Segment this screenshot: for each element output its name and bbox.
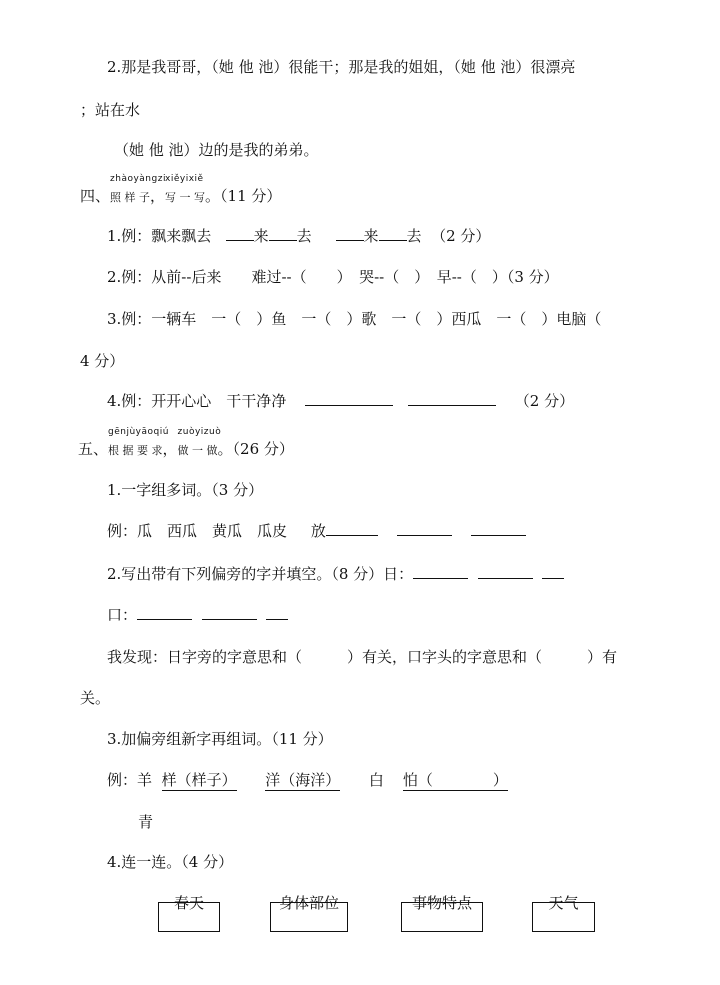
q5-sub-2-kou-blank-3[interactable]: [266, 605, 288, 620]
q5-sub-1-blank-3[interactable]: [471, 521, 526, 536]
section-4-number: 四、: [80, 187, 111, 205]
match-box-4[interactable]: [532, 894, 595, 932]
q5-sub-2-title: [107, 564, 564, 584]
match-box-3[interactable]: [401, 894, 483, 932]
q4-item-4-score: （2 分）: [514, 392, 575, 410]
q3-line-2c: （她 他 池）边的是我的弟弟。: [114, 141, 319, 159]
q4-item-3a: 3.例：一辆车 一（ ）鱼 一（ ）歌 一（ ）西瓜 一（ ）电脑（: [107, 310, 602, 328]
q4-item-1-example: 1.例：飘来飘去: [107, 227, 212, 245]
q5-sub-2-kou: [107, 605, 288, 625]
section-5-sep: ，: [162, 440, 178, 458]
q4-item-4-example: 4.例：开开心心 干干净净: [107, 392, 287, 410]
match-box-4-label: 天气: [548, 894, 579, 912]
q4-item-1-lai-2: 来: [363, 227, 379, 245]
section-5-chars-2: 做 一 做: [177, 444, 218, 457]
match-box-2[interactable]: [270, 894, 348, 932]
q5-sub-1-fang: 放: [310, 522, 326, 540]
section-4-chars-1: 照 样 子: [110, 191, 151, 204]
q5-sub-2-kou-label: 口：: [107, 606, 138, 624]
q4-item-1: [107, 226, 490, 246]
q5-sub-2-kou-blank-1[interactable]: [137, 605, 192, 620]
q4-item-1-score: （2 分）: [431, 227, 491, 245]
q4-item-4-blank-1[interactable]: [305, 391, 393, 406]
section-5-ruby-2: [177, 427, 222, 458]
q5-sub-1-example-text: 例：瓜 西瓜 黄瓜 瓜皮: [107, 522, 288, 540]
q4-item-3b: 4 分）: [80, 352, 125, 370]
section-4-tail: 。（11 分）: [205, 187, 282, 205]
q5-sub-3-title: 3.加偏旁组新字再组词。（11 分）: [107, 730, 333, 748]
q4-item-2: 2.例：从前--后来 难过--（ ） 哭--（ ） 早--（ ）（3 分）: [107, 268, 559, 286]
q5-sub-2-ri-blank-3[interactable]: [542, 564, 564, 579]
q4-item-1-lai: 来: [253, 227, 269, 245]
q5-sub-3-qing: 青: [138, 813, 154, 831]
q5-sub-2-kou-blank-2[interactable]: [202, 605, 257, 620]
section-5-heading: [78, 427, 294, 459]
q5-sub-3-word-2: 洋（海洋）: [265, 771, 341, 789]
q5-sub-3-pa: 怕（ ）: [402, 771, 508, 789]
section-4-chars-2: 写 一 写: [165, 191, 206, 204]
q5-sub-1-blank-2[interactable]: [397, 521, 452, 536]
section-5-ruby-1: [108, 427, 169, 458]
section-5-number: 五、: [78, 440, 109, 458]
q4-item-1-qu: 去: [296, 227, 312, 245]
q5-sub-3-bai: 白: [368, 771, 384, 789]
section-5-chars-1: 根 据 要 求: [108, 444, 163, 457]
section-4-heading: [80, 174, 282, 206]
q5-sub-3-example: [107, 770, 508, 790]
section-4-sep: ，: [150, 187, 166, 205]
q3-line-2a: 2.那是我哥哥，（她 他 池）很能干；那是我的姐姐，（她 他 池）很漂亮: [107, 58, 576, 76]
q4-item-1-blank-1[interactable]: [226, 226, 254, 241]
q5-sub-4-title: 4.连一连。（4 分）: [107, 853, 234, 871]
q5-sub-2-finding-2: 关。: [80, 689, 111, 707]
q5-sub-1-title: 1.一字组多词。（3 分）: [107, 481, 264, 499]
section-4-pinyin-1: zhàoyàngzi: [110, 174, 166, 184]
q3-line-2b: ；站在水: [80, 101, 141, 119]
q5-sub-2-ri-blank-1[interactable]: [413, 564, 468, 579]
match-box-1-label: 春天: [173, 894, 204, 912]
section-5-pinyin-1: gēnjùyāoqiú: [108, 427, 169, 437]
q4-item-1-blank-4[interactable]: [379, 226, 407, 241]
q5-sub-2-title-text: 2.写出带有下列偏旁的字并填空。（8 分）日：: [107, 565, 414, 583]
q4-item-1-blank-3[interactable]: [336, 226, 364, 241]
match-box-2-label: 身体部位: [278, 894, 339, 912]
section-4-ruby-1: [110, 174, 166, 205]
q4-item-4: [107, 391, 574, 411]
q5-sub-1-example: [107, 521, 526, 541]
section-4-ruby-2: [165, 174, 206, 205]
q5-sub-2-ri-blank-2[interactable]: [478, 564, 533, 579]
match-box-1[interactable]: [158, 894, 220, 932]
q4-item-1-blank-2[interactable]: [269, 226, 297, 241]
q4-item-1-qu-2: 去: [406, 227, 422, 245]
section-5-tail: 。（26 分）: [217, 440, 294, 458]
q5-sub-2-finding: 我发现：日字旁的字意思和（ ）有关，口字头的字意思和（ ）有: [107, 648, 618, 666]
q5-sub-1-blank-1[interactable]: [326, 521, 378, 536]
section-4-pinyin-2: xiěyixiě: [165, 174, 204, 184]
match-box-3-label: 事物特点: [411, 894, 472, 912]
q5-sub-3-example-label: 例：羊: [107, 771, 153, 789]
q5-sub-3-example-word: 样（样子）: [161, 771, 237, 789]
q4-item-4-blank-2[interactable]: [408, 391, 496, 406]
section-5-pinyin-2: zuòyizuò: [177, 427, 222, 437]
